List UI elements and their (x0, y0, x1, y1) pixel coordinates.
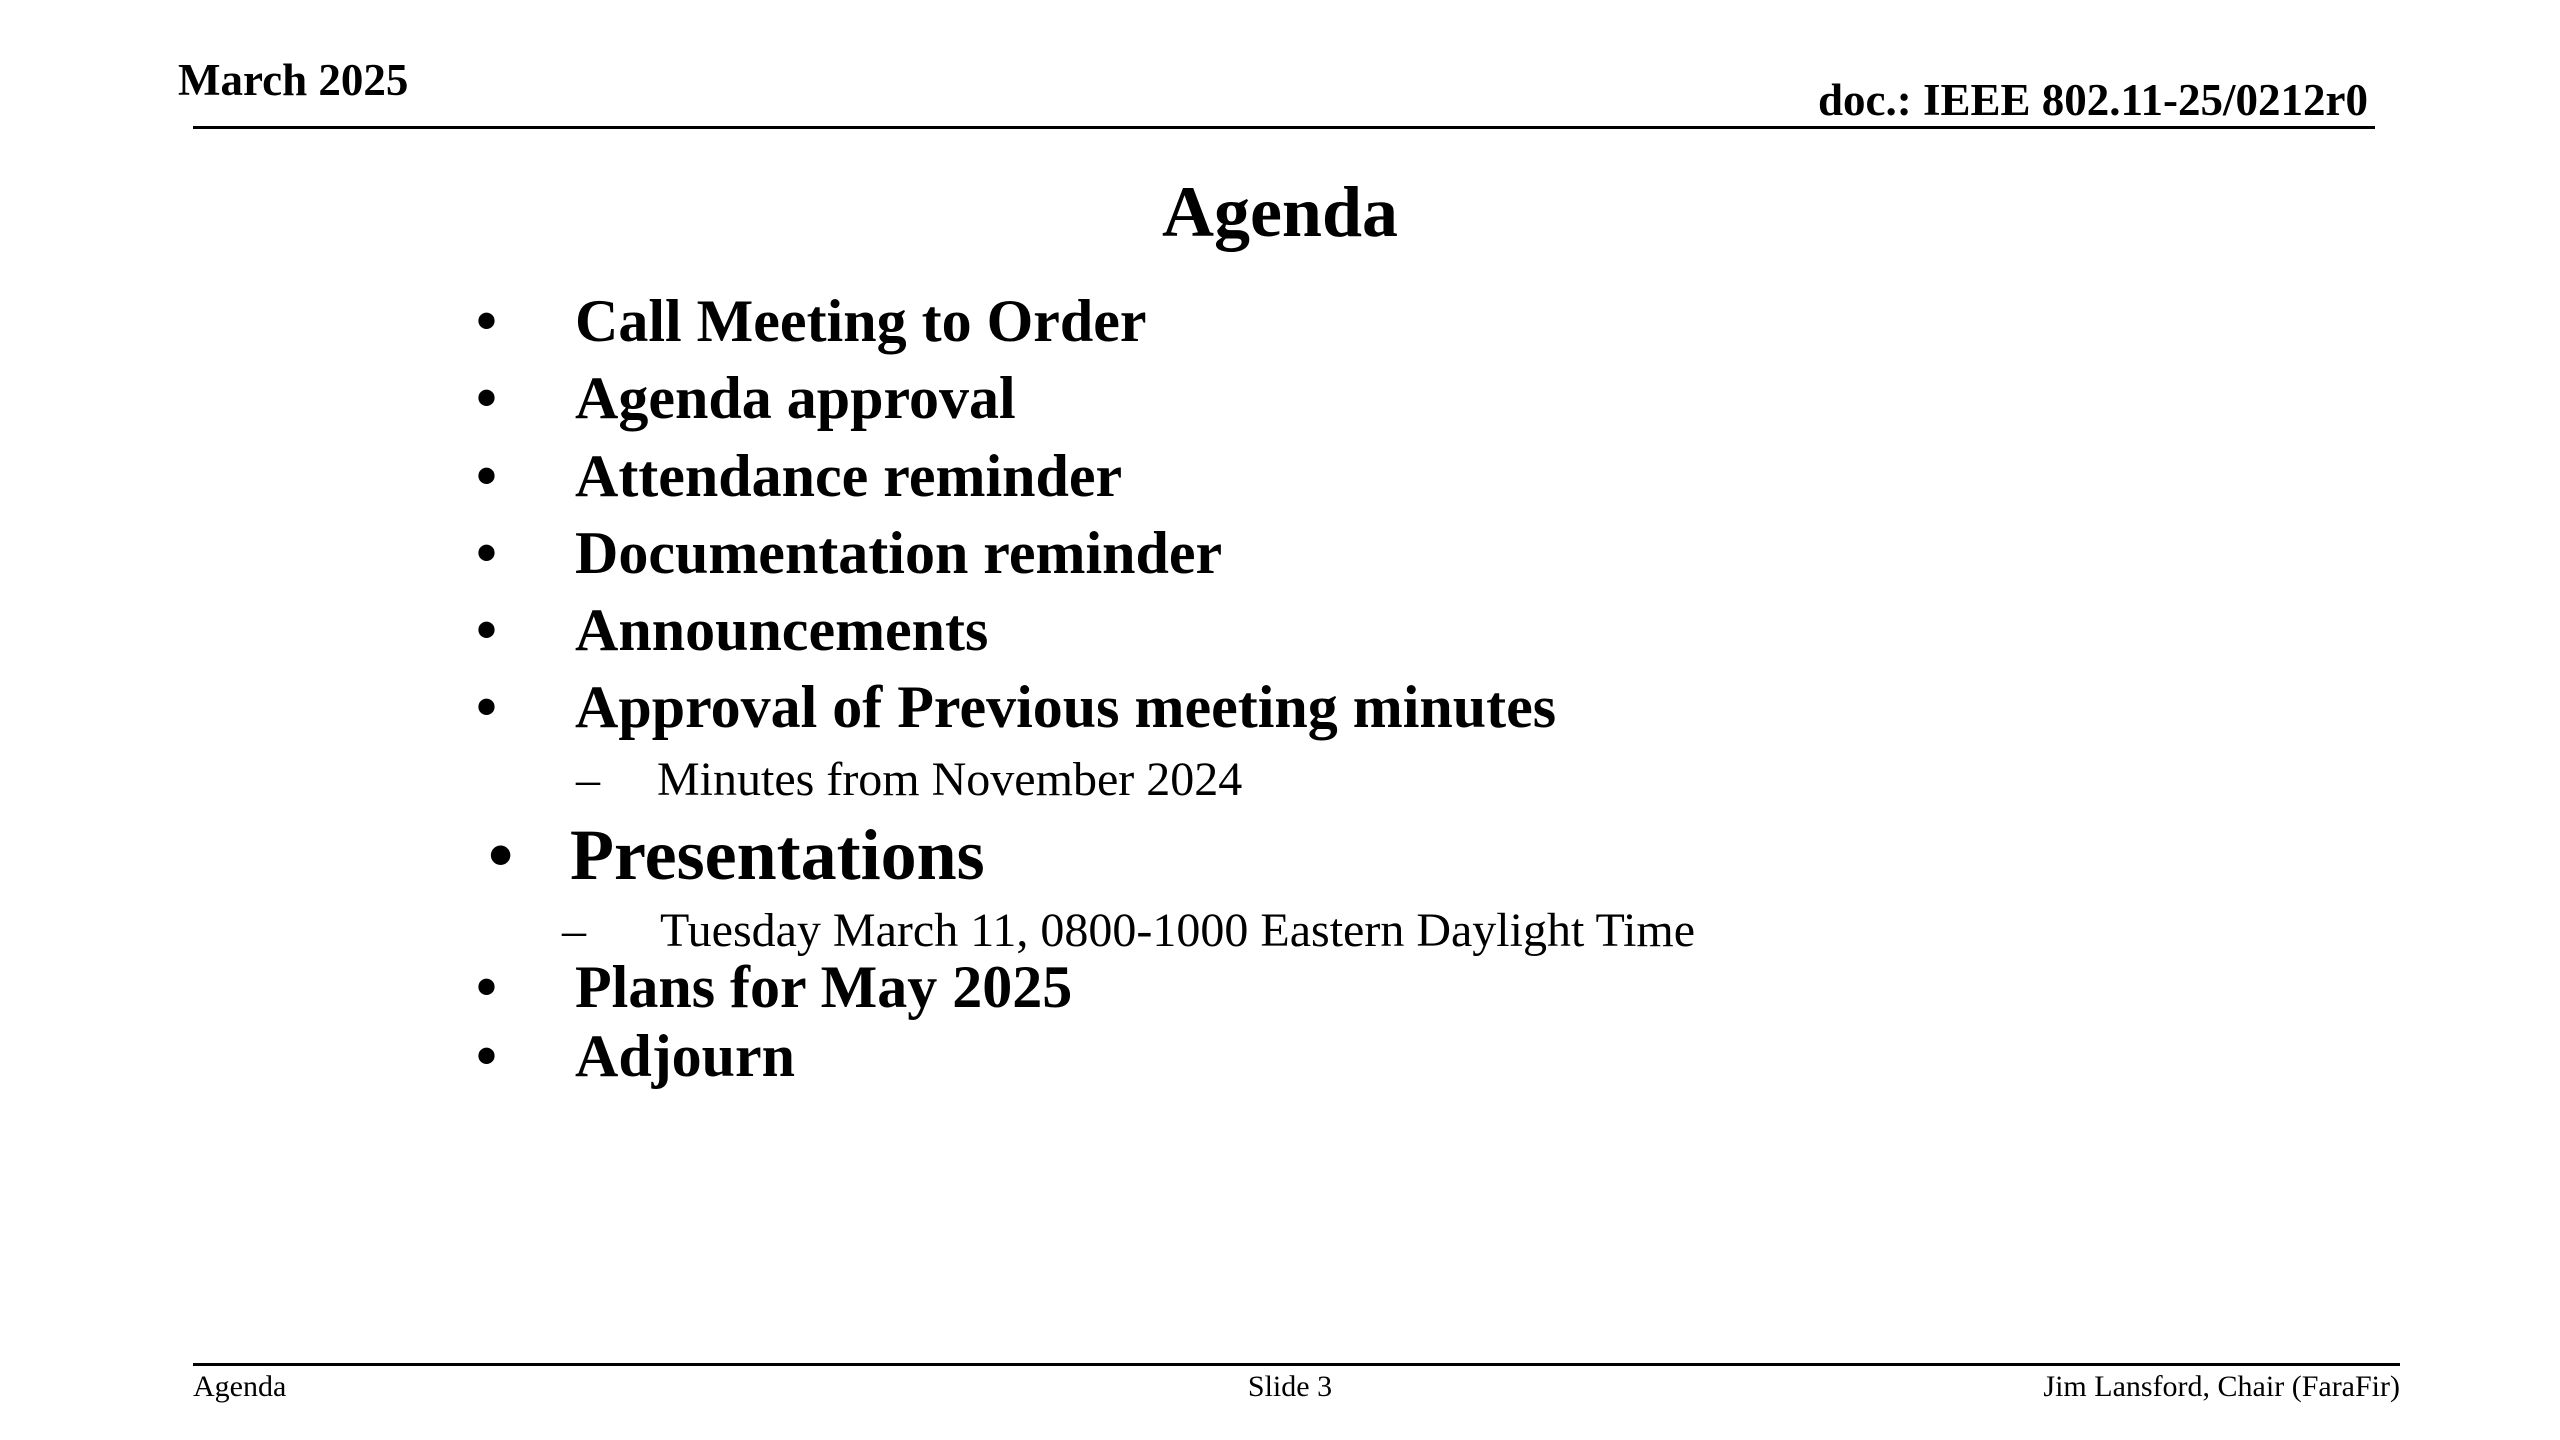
agenda-item-label: Documentation reminder (575, 520, 1223, 586)
footer-divider (193, 1363, 2400, 1366)
bullet-icon: • (476, 520, 498, 586)
bullet-icon: • (476, 365, 498, 431)
footer-slide-number: Slide 3 (1247, 1370, 1333, 1403)
agenda-item-label: Agenda approval (575, 365, 1016, 431)
bullet-icon: • (488, 815, 514, 895)
agenda-subitem-label: Minutes from November 2024 (657, 753, 1243, 806)
dash-icon: – (562, 904, 586, 957)
agenda-item-label: Approval of Previous meeting minutes (575, 674, 1557, 740)
bullet-icon: • (476, 597, 498, 663)
agenda-item-label: Presentations (570, 815, 985, 895)
footer-section-label: Agenda (193, 1370, 287, 1403)
agenda-item-label: Attendance reminder (575, 443, 1123, 509)
bullet-icon: • (476, 954, 498, 1020)
bullet-icon: • (476, 674, 498, 740)
footer-author: Jim Lansford, Chair (FaraFir) (2043, 1370, 2400, 1403)
agenda-item-label: Adjourn (575, 1023, 796, 1089)
slide-title: Agenda (1161, 172, 1399, 252)
dash-icon: – (576, 753, 600, 806)
header-date: March 2025 (178, 55, 409, 105)
bullet-icon: • (476, 443, 498, 509)
bullet-icon: • (476, 288, 498, 354)
agenda-item-label: Call Meeting to Order (575, 288, 1147, 354)
bullet-icon: • (476, 1023, 498, 1089)
header-doc-id: doc.: IEEE 802.11-25/0212r0 (1817, 75, 2368, 125)
agenda-item-label: Plans for May 2025 (575, 954, 1073, 1020)
agenda-item-label: Announcements (575, 597, 989, 663)
agenda-subitem-label: Tuesday March 11, 0800-1000 Eastern Daylight Time (660, 904, 1696, 957)
